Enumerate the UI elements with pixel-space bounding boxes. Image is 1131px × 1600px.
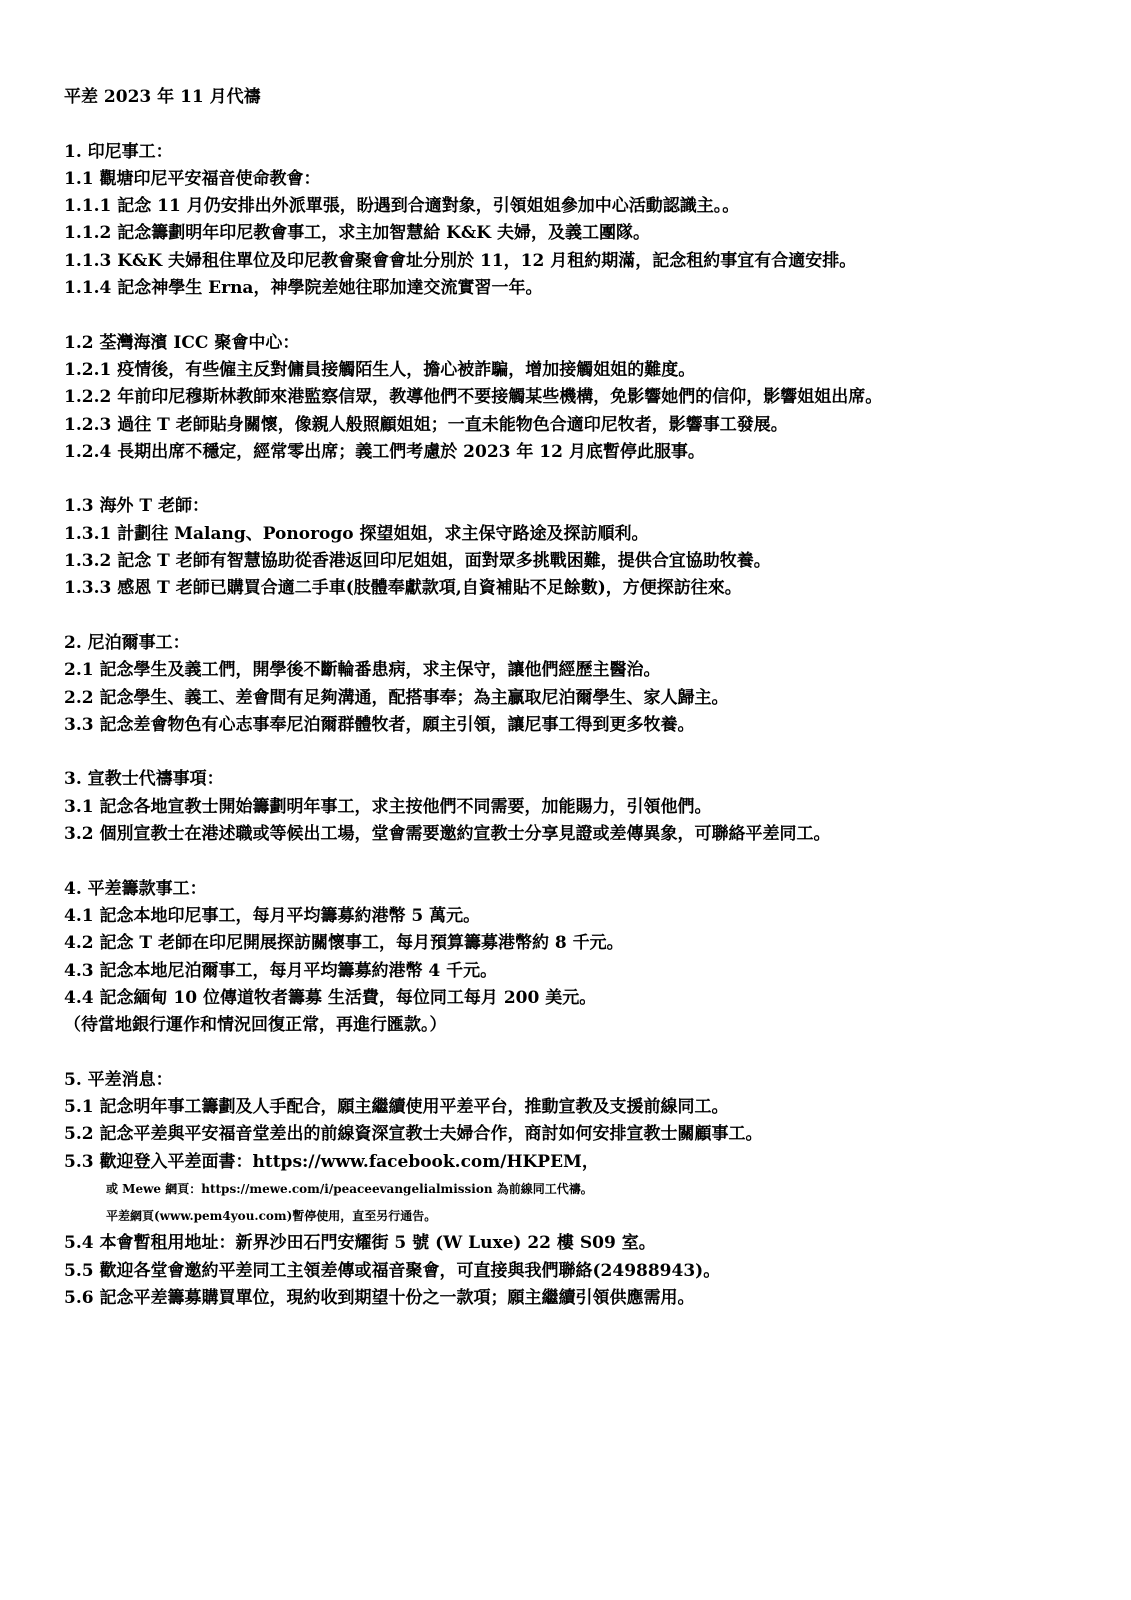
paragraph-gap: [64, 466, 1104, 493]
list-item-address: 5.4 本會暫租用地址：新界沙田石門安耀街 5 號 (W Luxe) 22 樓 S09 室。: [64, 1233, 656, 1254]
list-item-note: （待當地銀行運作和情況回復正常，再進行匯款。）: [64, 1015, 447, 1036]
list-item: 1.2.2 年前印尼穆斯林教師來港監察信眾，教導他們不要接觸某些機構，免影響她們的信仰，影響姐姐出席。: [64, 387, 883, 408]
paragraph-gap: [64, 1039, 1104, 1066]
list-item: 2.1 記念學生及義工們，開學後不斷輪番患病，求主保守，讓他們經歷主醫治。: [64, 660, 661, 681]
paragraph-gap: [64, 302, 1104, 329]
section-heading-missionaries: 3. 宣教士代禱事項：: [64, 769, 224, 790]
paragraph-gap: [64, 603, 1104, 630]
list-item: 4.4 記念緬甸 10 位傳道牧者籌募 生活費，每位同工每月 200 美元。: [64, 987, 597, 1008]
list-item: 3.3 記念差會物色有心志事奉尼泊爾群體牧者，願主引領，讓尼事工得到更多牧養。: [64, 714, 695, 735]
list-item: 1.1.3 K&K 夫婦租住單位及印尼教會聚會會址分別於 11，12 月租約期滿，記念租約事宜有合適安排。: [64, 250, 857, 271]
list-item: 1.1.4 記念神學生 Erna，神學院差她往耶加達交流實習一年。: [64, 278, 543, 299]
list-item: 1.3 海外 T 老師：: [64, 496, 209, 517]
list-item-website: 平差網頁(www.pem4you.com)暫停使用，直至另行通告。: [106, 1209, 437, 1224]
list-item: 1.1.1 記念 11 月仍安排出外派單張，盼遇到合適對象，引領姐姐參加中心活動認識主。。: [64, 196, 740, 217]
section-heading-news: 5. 平差消息：: [64, 1069, 173, 1090]
list-item: 3.2 個別宣教士在港述職或等候出工場，堂會需要邀約宣教士分享見證或差傳異象，可聯絡平差同工。: [64, 824, 831, 845]
list-item: 1.3.3 感恩 T 老師已購買合適二手車(肢體奉獻款項,自資補貼不足餘數)，方便探訪往來。: [64, 578, 742, 599]
list-item: 1.2.4 長期出席不穩定，經常零出席；義工們考慮於 2023 年 12 月底暫停此服事。: [64, 441, 705, 462]
paragraph-gap: [64, 739, 1104, 766]
list-item: 1.1.2 記念籌劃明年印尼教會事工，求主加智慧給 K&K 夫婦，及義工團隊。: [64, 223, 650, 244]
list-item: 1.2.3 過往 T 老師貼身關懷，像親人般照顧姐姐；一直未能物色合適印尼牧者，影響事工發展。: [64, 414, 788, 435]
list-item: 4.2 記念 T 老師在印尼開展探訪關懷事工，每月預算籌募港幣約 8 千元。: [64, 933, 624, 954]
list-item: 5.2 記念平差與平安福音堂差出的前線資深宣教士夫婦合作，商討如何安排宣教士關顧事工。: [64, 1124, 763, 1145]
document-page: [64, 84, 1104, 1312]
list-item-contact: 5.5 歡迎各堂會邀約平差同工主領差傳或福音聚會，可直接與我們聯絡(24988943)。: [64, 1260, 721, 1281]
list-item-facebook: 5.3 歡迎登入平差面書：https://www.facebook.com/HKPEM，: [64, 1151, 599, 1172]
section-heading-fundraising: 4. 平差籌款事工：: [64, 878, 207, 899]
document-title: 平差 2023 年 11 月代禱: [64, 87, 261, 107]
list-item: 1.2 荃灣海濱 ICC 聚會中心：: [64, 332, 300, 353]
list-item: 4.3 記念本地尼泊爾事工，每月平均籌募約港幣 4 千元。: [64, 960, 498, 981]
list-item-mewe: 或 Mewe 網頁：https://mewe.com/i/peaceevangelialmission 為前線同工代禱。: [106, 1181, 593, 1196]
list-item: 2.2 記念學生、義工、差會間有足夠溝通，配搭事奉；為主贏取尼泊爾學生、家人歸主。: [64, 687, 729, 708]
section-heading-nepal: 2. 尼泊爾事工：: [64, 632, 190, 653]
paragraph-gap: [64, 848, 1104, 875]
list-item: 1.2.1 疫情後，有些僱主反對傭員接觸陌生人，擔心被詐騙，增加接觸姐姐的難度。: [64, 359, 696, 380]
list-item: 1.3.1 計劃往 Malang、Ponorogo 探望姐姐，求主保守路途及探訪順利。: [64, 523, 649, 544]
list-item: 5.6 記念平差籌募購買單位，現約收到期望十份之一款項；願主繼續引領供應需用。: [64, 1288, 695, 1309]
list-item: 3.1 記念各地宣教士開始籌劃明年事工，求主按他們不同需要，加能賜力，引領他們。: [64, 796, 712, 817]
section-heading-indonesia: 1. 印尼事工：: [64, 141, 173, 162]
list-item: 1.3.2 記念 T 老師有智慧協助從香港返回印尼姐姐，面對眾多挑戰困難，提供合宜協助牧養。: [64, 551, 771, 572]
list-item: 4.1 記念本地印尼事工，每月平均籌募約港幣 5 萬元。: [64, 905, 481, 926]
list-item: 1.1 觀塘印尼平安福音使命教會：: [64, 168, 321, 189]
list-item: 5.1 記念明年事工籌劃及人手配合，願主繼續使用平差平台，推動宣教及支援前線同工。: [64, 1096, 729, 1117]
